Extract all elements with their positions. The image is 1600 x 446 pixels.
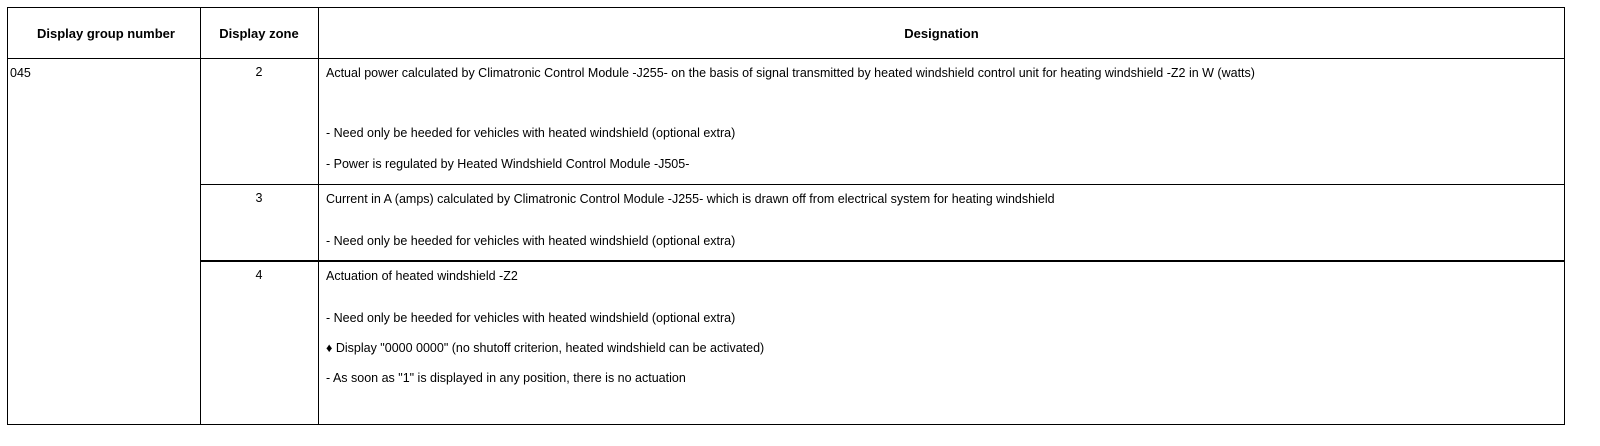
row-divider [200, 184, 1564, 185]
designation-text: Actual power calculated by Climatronic Control Module -J255- on the basis of signal transmitted by heated windshield control unit for heating windshield -Z2 in W (watts) [326, 66, 1255, 80]
designation-note: - Power is regulated by Heated Windshield Control Module -J505- [326, 157, 690, 171]
display-zone: 2 [255, 65, 263, 79]
header-divider [8, 58, 1564, 59]
designation-text: Current in A (amps) calculated by Climatronic Control Module -J255- which is drawn off from electrical system for heating windshield [326, 192, 1055, 206]
designation-note: - Need only be heeded for vehicles with heated windshield (optional extra) [326, 234, 736, 248]
display-group-number: 045 [10, 66, 31, 80]
column-divider [318, 8, 319, 424]
designation-note: - Need only be heeded for vehicles with heated windshield (optional extra) [326, 126, 736, 140]
parameter-table [7, 7, 1565, 425]
designation-text: Actuation of heated windshield -Z2 [326, 269, 518, 283]
designation-note: - As soon as "1" is displayed in any position, there is no actuation [326, 371, 686, 385]
display-zone: 3 [255, 191, 263, 205]
row-divider [200, 260, 1564, 262]
designation-note: - Need only be heeded for vehicles with heated windshield (optional extra) [326, 311, 736, 325]
designation-note: ♦ Display "0000 0000" (no shutoff criterion, heated windshield can be activated) [326, 341, 765, 355]
header-display-group-number: Display group number [37, 25, 175, 41]
header-designation: Designation [904, 25, 979, 41]
header-display-zone: Display zone [219, 25, 299, 41]
display-zone: 4 [255, 268, 263, 282]
